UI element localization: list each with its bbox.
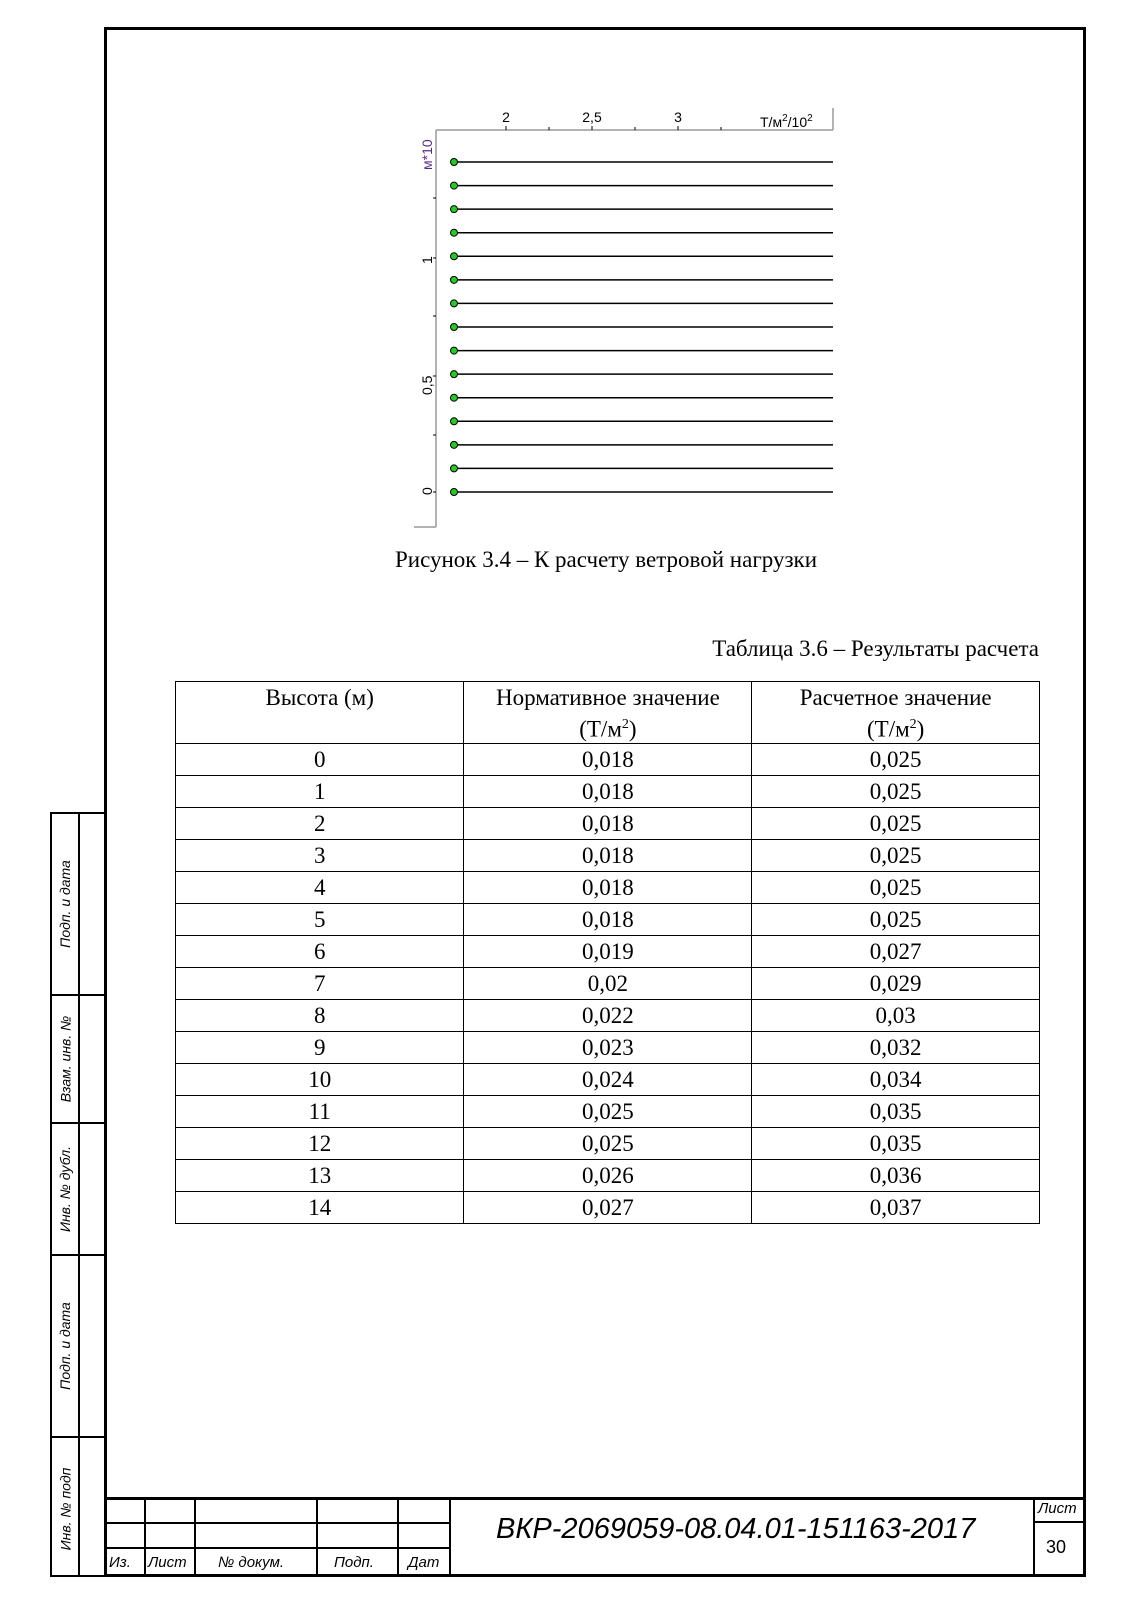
- cell-height: 0: [176, 743, 464, 775]
- cell-height: 2: [176, 807, 464, 839]
- cell-normative: 0,027: [464, 1191, 752, 1223]
- col-podp-label: Подп.: [334, 1554, 374, 1571]
- cell-height: 7: [176, 967, 464, 999]
- results-table: [175, 681, 1040, 1224]
- table-row: [176, 1127, 1040, 1159]
- cell-height: 14: [176, 1191, 464, 1223]
- series-group: [451, 159, 834, 496]
- x-tick-label: 2: [502, 109, 510, 125]
- table-row: [176, 1063, 1040, 1095]
- side-label-1: Подп. и дата: [57, 860, 73, 948]
- data-point: [451, 229, 458, 236]
- x-tick-label: 2,5: [582, 109, 602, 125]
- header-design: Расчетное значение $(Т/м^2)$: [752, 682, 1040, 744]
- cell-design: 0,034: [752, 1063, 1040, 1095]
- table-row: [176, 1159, 1040, 1191]
- cell-normative: 0,023: [464, 1031, 752, 1063]
- table-header-row: [176, 682, 1040, 744]
- cell-normative: 0,018: [464, 743, 752, 775]
- cell-height: 9: [176, 1031, 464, 1063]
- figure-caption-wrap: [0, 547, 1132, 573]
- table-row: [176, 903, 1040, 935]
- cell-height: 3: [176, 839, 464, 871]
- cell-height: 4: [176, 871, 464, 903]
- cell-normative: 0,018: [464, 807, 752, 839]
- col-date-label: Дат: [408, 1554, 440, 1571]
- cell-normative: 0,018: [464, 871, 752, 903]
- data-point: [451, 441, 458, 448]
- cell-height: 12: [176, 1127, 464, 1159]
- cell-height: 11: [176, 1095, 464, 1127]
- wind-load-chart: [410, 100, 850, 545]
- data-point: [451, 253, 458, 260]
- data-point: [451, 371, 458, 378]
- table-body: [176, 743, 1040, 1223]
- cell-normative: 0,018: [464, 903, 752, 935]
- y-tick-label: 0,5: [419, 375, 435, 395]
- side-label-5: Инв. № подп: [57, 1467, 74, 1550]
- y-tick-label: 0: [419, 487, 435, 495]
- y-tick-label: 1: [419, 256, 435, 264]
- cell-design: 0,029: [752, 967, 1040, 999]
- table-row: [176, 999, 1040, 1031]
- table-caption: Таблица 3.6 – Результаты расчета: [712, 636, 1039, 661]
- data-point: [451, 159, 458, 166]
- cell-design: 0,032: [752, 1031, 1040, 1063]
- title-block: [106, 1497, 1083, 1575]
- cell-design: 0,025: [752, 903, 1040, 935]
- col-list-label: Лист: [148, 1554, 187, 1571]
- table-row: [176, 967, 1040, 999]
- data-point: [451, 394, 458, 401]
- cell-design: 0,036: [752, 1159, 1040, 1191]
- cell-design: 0,025: [752, 871, 1040, 903]
- header-height: Высота (м): [176, 682, 464, 744]
- sheet-number: 30: [1046, 1537, 1067, 1557]
- side-cell-1: [52, 814, 106, 996]
- document-number: ВКР-2069059-08.04.01-151163-2017: [496, 1513, 976, 1545]
- x-tick-label: 3: [674, 109, 682, 125]
- cell-design: 0,035: [752, 1127, 1040, 1159]
- sheet-label: Лист: [1038, 1500, 1077, 1517]
- x-unit-label: $Т/м^2/10^2$: [760, 113, 813, 130]
- data-point: [451, 182, 458, 189]
- cell-design: 0,025: [752, 807, 1040, 839]
- data-point: [451, 324, 458, 331]
- table-row: [176, 1095, 1040, 1127]
- side-label-2: Взам. инв. №: [57, 1015, 73, 1103]
- cell-normative: 0,026: [464, 1159, 752, 1191]
- cell-design: 0,03: [752, 999, 1040, 1031]
- data-point: [451, 465, 458, 472]
- cell-design: 0,037: [752, 1191, 1040, 1223]
- header-normative: Нормативное значение $(Т/м^2)$: [464, 682, 752, 744]
- figure-caption: Рисунок 3.4 – К расчету ветровой нагрузки: [394, 547, 818, 572]
- table-row: [176, 1031, 1040, 1063]
- cell-design: 0,035: [752, 1095, 1040, 1127]
- cell-design: 0,025: [752, 839, 1040, 871]
- cell-height: 8: [176, 999, 464, 1031]
- side-cell-4: [52, 1256, 106, 1438]
- table-row: [176, 775, 1040, 807]
- cell-normative: 0,019: [464, 935, 752, 967]
- table-row: [176, 839, 1040, 871]
- cell-normative: 0,018: [464, 775, 752, 807]
- cell-design: 0,027: [752, 935, 1040, 967]
- y-unit-label: м*10: [419, 139, 435, 170]
- col-doc-label: № докум.: [218, 1554, 285, 1571]
- data-point: [451, 206, 458, 213]
- data-point: [451, 347, 458, 354]
- side-cell-5: [52, 1438, 106, 1579]
- cell-normative: 0,025: [464, 1095, 752, 1127]
- cell-design: 0,025: [752, 743, 1040, 775]
- side-label-4: Подп. и дата: [57, 1302, 73, 1390]
- table-row: [176, 935, 1040, 967]
- cell-normative: 0,025: [464, 1127, 752, 1159]
- side-strip: [50, 812, 106, 1577]
- side-label-3: Инв. № дубл.: [57, 1145, 74, 1233]
- table-row: [176, 807, 1040, 839]
- cell-height: 5: [176, 903, 464, 935]
- table-row: [176, 743, 1040, 775]
- data-point: [451, 489, 458, 496]
- side-cell-2: [52, 996, 106, 1124]
- data-point: [451, 418, 458, 425]
- cell-normative: 0,022: [464, 999, 752, 1031]
- data-point: [451, 276, 458, 283]
- side-cell-3: [52, 1124, 106, 1256]
- cell-design: 0,025: [752, 775, 1040, 807]
- cell-normative: 0,024: [464, 1063, 752, 1095]
- col-izm-label: Из.: [109, 1554, 131, 1571]
- cell-height: 13: [176, 1159, 464, 1191]
- table-row: [176, 1191, 1040, 1223]
- cell-normative: 0,018: [464, 839, 752, 871]
- data-point: [451, 300, 458, 307]
- cell-height: 1: [176, 775, 464, 807]
- table-row: [176, 871, 1040, 903]
- cell-height: 10: [176, 1063, 464, 1095]
- cell-normative: 0,02: [464, 967, 752, 999]
- cell-height: 6: [176, 935, 464, 967]
